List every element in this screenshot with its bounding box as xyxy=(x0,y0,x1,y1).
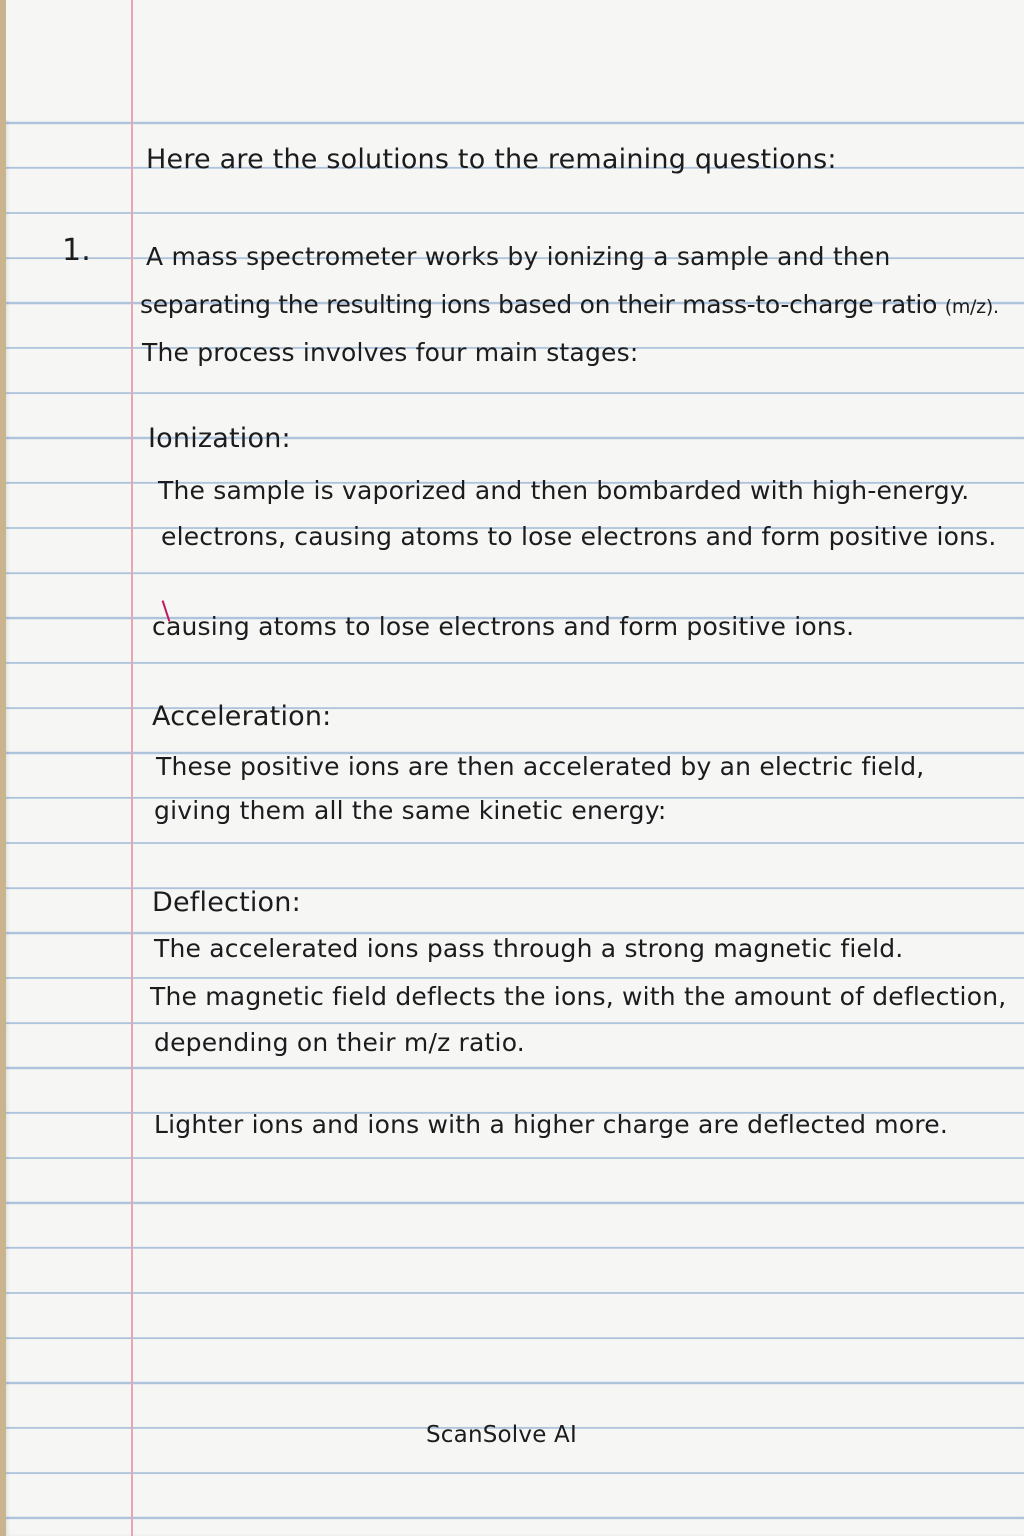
acceleration-line-1: These positive ions are then accelerated by an electric field, xyxy=(156,752,925,781)
acceleration-line-2: giving them all the same kinetic energy: xyxy=(154,796,667,825)
paragraph-line-3: The process involves four main stages: xyxy=(142,338,639,367)
ionization-line-2: electrons, causing atoms to lose electrons and form positive ions. xyxy=(161,522,997,551)
deflection-heading: Deflection: xyxy=(152,887,301,918)
intro-text: Here are the solutions to the remaining questions: xyxy=(146,144,837,175)
deflection-line-2: The magnetic field deflects the ions, with the amount of deflection, xyxy=(150,982,1007,1011)
ionization-line-3: causing atoms to lose electrons and form positive ions. xyxy=(152,612,855,641)
ionization-heading: Ionization: xyxy=(148,423,291,454)
deflection-line-1: The accelerated ions pass through a strong magnetic field. xyxy=(154,934,904,963)
margin-line xyxy=(131,0,133,1536)
acceleration-heading: Acceleration: xyxy=(152,701,332,732)
deflection-line-4: Lighter ions and ions with a higher charge are deflected more. xyxy=(154,1110,949,1139)
paragraph-line-2-main: separating the resulting ions based on their mass-to-charge ratio xyxy=(140,290,938,319)
notebook-paper xyxy=(6,0,1024,1536)
paragraph-line-1: A mass spectrometer works by ionizing a sample and then xyxy=(146,242,891,271)
footer-watermark: ScanSolve AI xyxy=(426,1422,577,1448)
mz-ratio-note: (m/z). xyxy=(944,296,999,318)
question-number: 1. xyxy=(62,233,92,268)
paragraph-line-2 xyxy=(140,290,999,322)
ionization-line-1: The sample is vaporized and then bombarded with high-energy. xyxy=(158,476,970,505)
paper-header-space xyxy=(6,0,1024,120)
deflection-line-3: depending on their m/z ratio. xyxy=(154,1028,525,1057)
